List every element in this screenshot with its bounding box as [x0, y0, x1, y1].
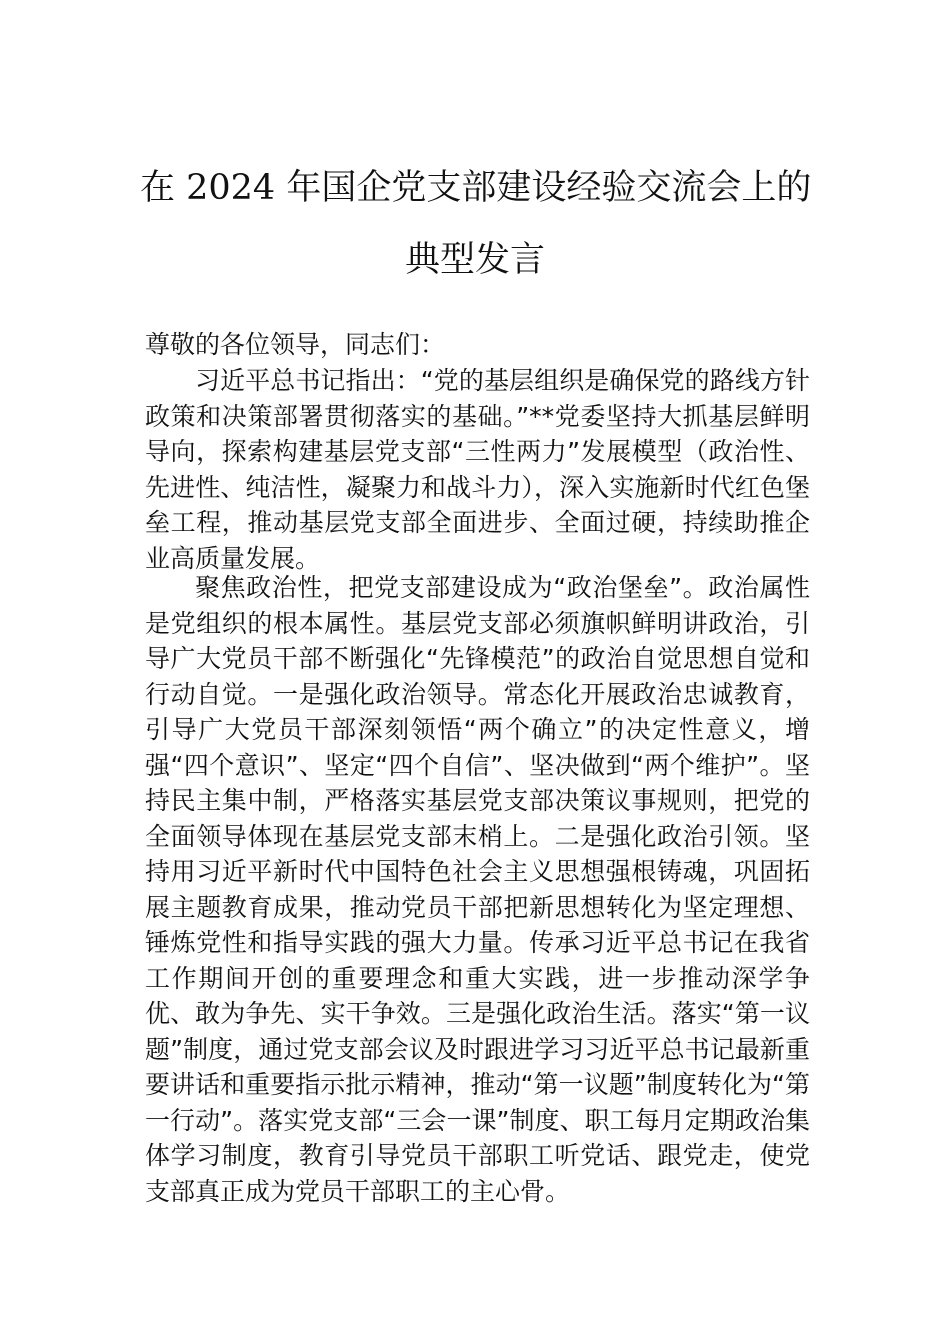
document-title-line-2: 典型发言 [404, 240, 545, 280]
salutation: 尊敬的各位领导，同志们： [145, 330, 446, 359]
paragraph-political: 聚焦政治性，把党支部建设成为“政治堡垒”。政治属性是党组织的根本属性。基层党支部必须旗帜鲜明讲政治，引导广大党员干部不断强化“先锋模范”的政治自觉思想自觉和行动自觉。一是强化政治领导。常态化开展政治忠诚教育，引导广大党员干部深刻领悟“两个确立”的决定性意义，增强“四个意识”、坚定“四个自信”、坚决做到“两个维护”。坚持民主集中制，严格落实基层党支部决策议事规则，把党的全面领导体现在基层党支部末梢上。二是强化政治引领。坚持用习近平新时代中国特色社会主义思想强根铸魂，巩固拓展主题教育成果，推动党员干部把新思想转化为坚定理想、锤炼党性和指导实践的强大力量。传承习近平总书记在我省工作期间开创的重要理念和重大实践，进一步推动深学争优、敢为争先、实干争效。三是强化政治生活。落实“第一议题”制度，通过党支部会议及时跟进学习习近平总书记最新重要讲话和重要指示批示精神，推动“第一议题”制度转化为“第一行动”。落实党支部“三会一课”制度、职工每月定期政治集体学习制度，教育引导党员干部职工听党话、跟党走，使党支部真正成为党员干部职工的主心骨。 [145, 573, 810, 1206]
document-title-line-1: 在 2024 年国企党支部建设经验交流会上的 [140, 168, 812, 208]
paragraph-intro: 习近平总书记指出：“党的基层组织是确保党的路线方针政策和决策部署贯彻落实的基础。”**党委坚持大抓基层鲜明导向，探索构建基层党支部“三性两力”发展模型（政治性、先进性、纯洁性，凝聚力和战斗力），深入实施新时代红色堡垒工程，推动基层党支部全面进步、全面过硬，持续助推企业高质量发展。 [145, 366, 810, 573]
